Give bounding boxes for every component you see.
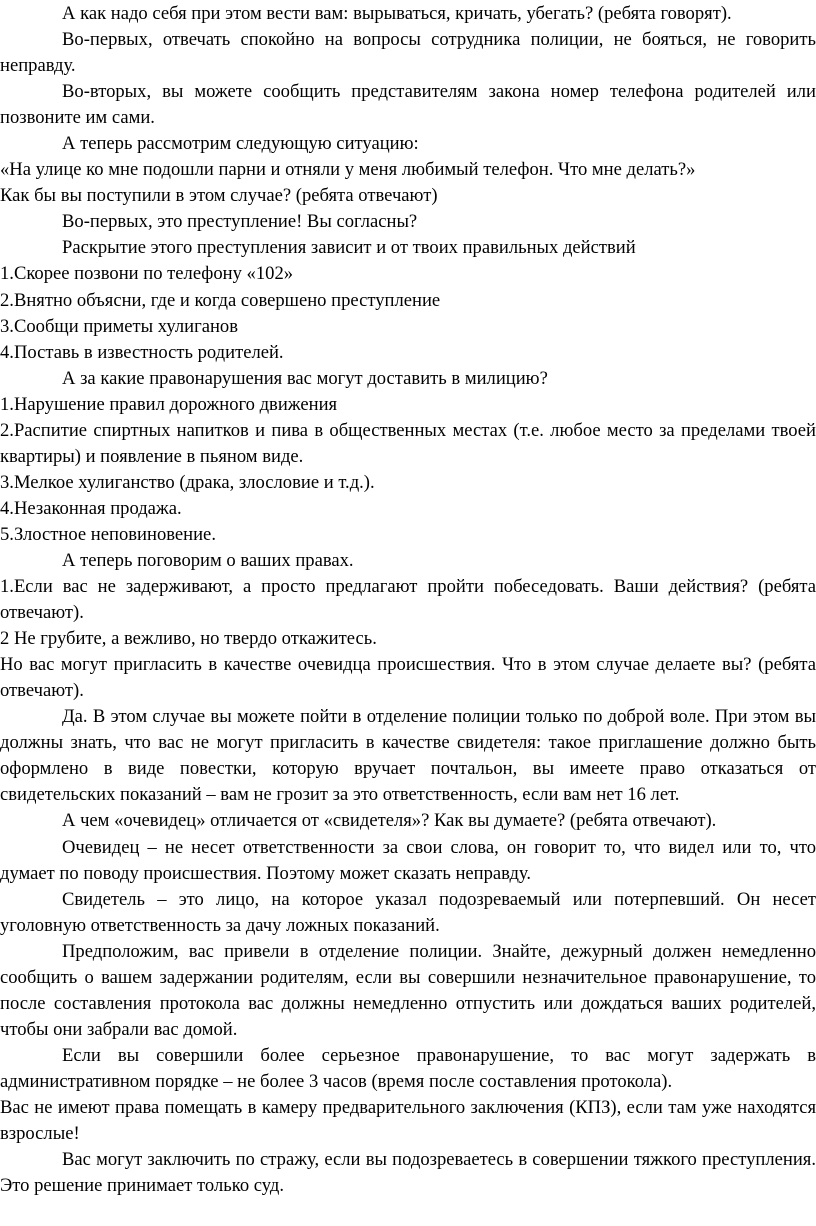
paragraph-eyewitness-vs-witness: А чем «очевидец» отличается от «свидетеля»? Как вы думаете? (ребята отвечают). [62, 810, 717, 832]
list-item-call-102: 1.Скорее позвони по телефону «102» [0, 263, 294, 285]
paragraph-eyewitness-invitation: Но вас могут пригласить в качестве очевидца происшествия. Что в этом случае делаете вы? (ребята отвечают). [0, 654, 816, 702]
paragraph-your-rights: А теперь поговорим о ваших правах. [62, 549, 354, 571]
paragraph-kpz-adults: Вас не имеют права помещать в камеру предварительного заключения (КПЗ), если там уже находятся взрослые! [0, 1096, 816, 1145]
paragraph-at-police-station: Предположим, вас привели в отделение полиции. Знайте, дежурный должен немедленно сообщить о вашем задержании родителям, если вы совершили незначительное правонарушение, то после составления протокола вас должны немедленно отпустить или дождаться ваших родителей, чтобы они забрали вас домой. [0, 940, 816, 1040]
paragraph-secondly-parents-phone: Во-вторых, вы можете сообщить представителям закона номер телефона родителей или позвоните им сами. [0, 81, 816, 129]
paragraph-this-is-crime: Во-первых, это преступление! Вы согласны? [62, 211, 418, 233]
list-item-refuse-politely: 2 Не грубите, а вежливо, но твердо откажитесь. [0, 628, 377, 650]
paragraph-behavior-question: А как надо себя при этом вести вам: вырываться, кричать, убегать? (ребята говорят). [62, 3, 732, 24]
paragraph-voluntary-visit: Да. В этом случае вы можете пойти в отделение полиции только по доброй воле. При этом вы должны знать, что вас не могут пригласить в качестве свидетеля: такое приглашение должно быть оформлено в виде повестки, которую вручает почтальон, вы имеете право отказаться от свидетельских показаний – вам не грозит за это ответственность, если вам нет 16 лет. [0, 706, 816, 806]
paragraph-situation-quote: «На улице ко мне подошли парни и отняли у меня любимый телефон. Что мне делать?» [0, 159, 696, 181]
paragraph-witness-definition: Свидетель – это лицо, на которое указал подозреваемый или потерпевший. Он несет уголовную ответственность за дачу ложных показаний. [0, 888, 816, 936]
list-item-petty-hooliganism: 3.Мелкое хулиганство (драка, злословие и т.д.). [0, 471, 375, 493]
list-item-not-detained: 1.Если вас не задерживают, а просто предлагают пройти побеседовать. Ваши действия? (ребята отвечают). [0, 576, 816, 624]
paragraph-next-situation: А теперь рассмотрим следующую ситуацию: [62, 133, 419, 155]
list-item-inform-parents: 4.Поставь в известность родителей. [0, 341, 284, 363]
list-item-disobedience: 5.Злостное неповиновение. [0, 523, 216, 545]
paragraph-how-would-you-act: Как бы вы поступили в этом случае? (ребята отвечают) [0, 185, 438, 207]
list-item-describe-hooligans: 3.Сообщи приметы хулиганов [0, 315, 239, 337]
paragraph-offenses-question: А за какие правонарушения вас могут доставить в милицию? [62, 367, 548, 389]
list-item-illegal-sale: 4.Незаконная продажа. [0, 497, 182, 519]
paragraph-solving-depends: Раскрытие этого преступления зависит и от твоих правильных действий [62, 237, 636, 259]
paragraph-firstly-answer-calmly: Во-первых, отвечать спокойно на вопросы сотрудника полиции, не бояться, не говорить неправду. [0, 29, 816, 77]
paragraph-serious-offense: Если вы совершили более серьезное правонарушение, то вас могут задержать в административном порядке – не более 3 часов (время после составления протокола). [0, 1044, 816, 1092]
paragraph-eyewitness-definition: Очевидец – не несет ответственности за свои слова, он говорит то, что видел или то, что думает по поводу происшествия. Поэтому может сказать неправду. [0, 836, 816, 884]
list-item-traffic-violation: 1.Нарушение правил дорожного движения [0, 393, 338, 415]
list-item-explain-where-when: 2.Внятно объясни, где и когда совершено преступление [0, 289, 441, 311]
paragraph-custody-court: Вас могут заключить по стражу, если вы подозреваетесь в совершении тяжкого преступления. Это решение принимает только суд. [0, 1149, 816, 1197]
list-item-public-drinking: 2.Распитие спиртных напитков и пива в общественных местах (т.е. любое место за пределами твоей квартиры) и появление в пьяном виде. [0, 419, 816, 467]
